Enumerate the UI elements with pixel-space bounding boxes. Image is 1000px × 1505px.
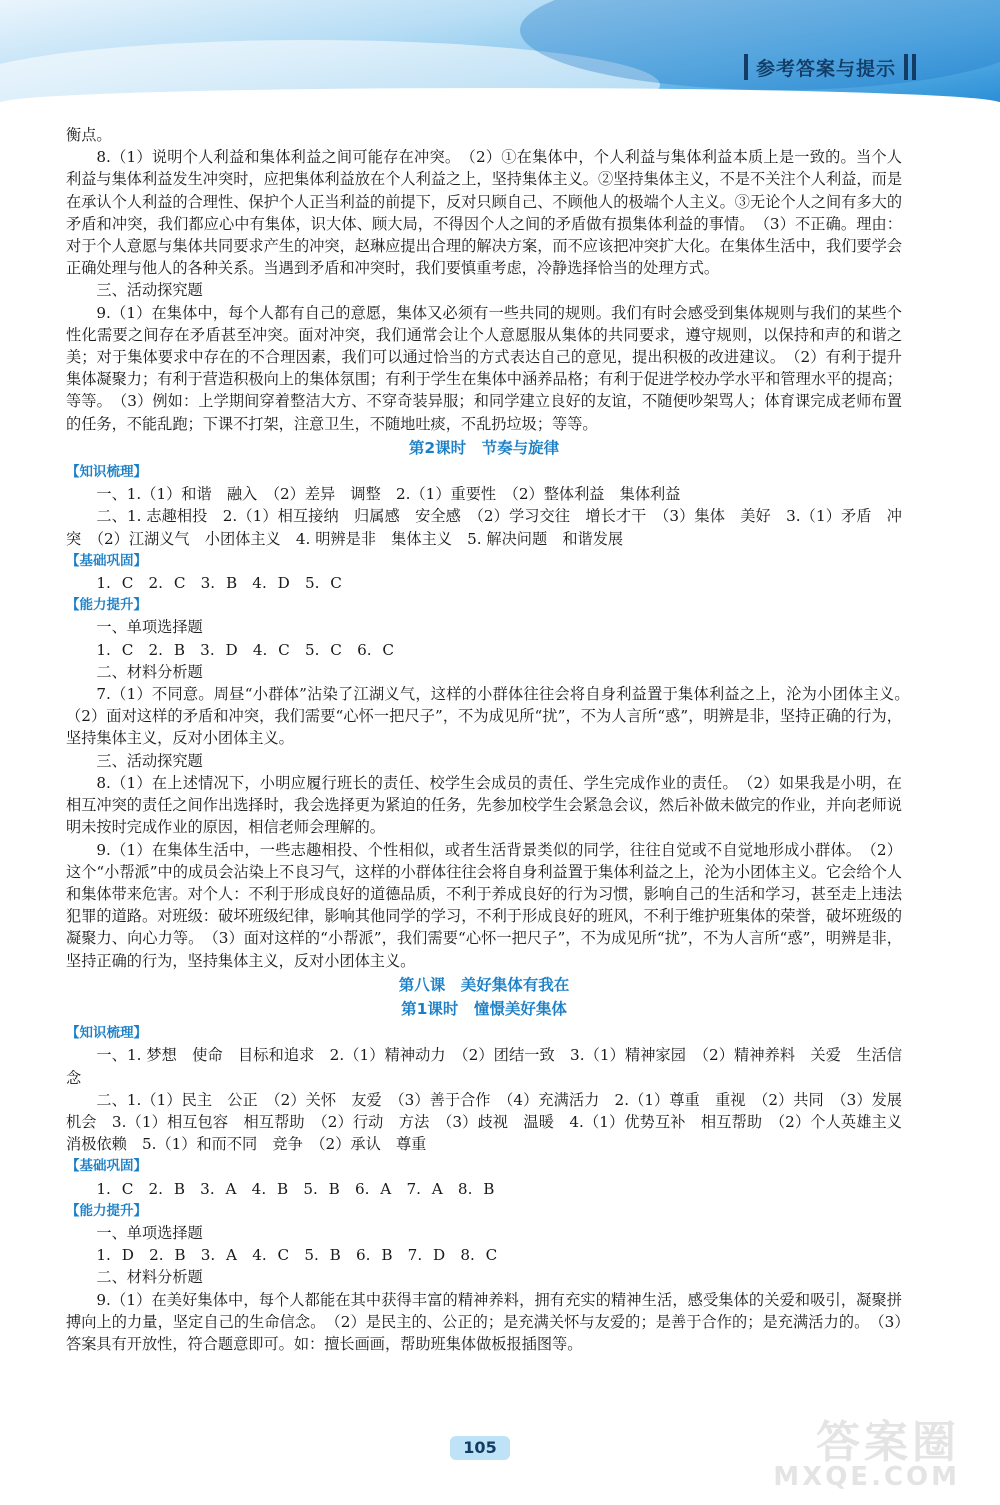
watermark-logo: 答案圈	[816, 1417, 960, 1468]
paragraph: 一、1.（1）和谐 融入 （2）差异 调整 2.（1）重要性 （2）整体利益 集体利益	[96, 485, 681, 504]
section-tag: 【基础巩固】	[66, 552, 147, 569]
answer-content	[66, 124, 918, 1355]
section-tag: 【知识梳理】	[66, 464, 147, 481]
paragraph: 二、1. 志趣相投 2.（1）相互接纳 归属感 安全感 （2）学习交往 增长才干 （3）集体 美好 3.（1）矛盾 冲突 （2）江湖义气 小团体主义 4. 明辨是非 集体主义 5. 解决问题 和谐发展	[66, 507, 902, 548]
section-tag: 【能力提升】	[66, 597, 147, 614]
section-label: 一、单项选择题	[96, 1223, 203, 1242]
paragraph: 7.（1）不同意。周昼“小群体”沾染了江湖义气，这样的小群体往往会将自身利益置于集体利益之上，沦为小团体主义。 （2）面对这样的矛盾和冲突，我们需要“心怀一把尺子”，不为成见所“扰”，不为人言所“惑”，明辨是非，坚持正确的行为，坚持集体主义，反对小团体主义。	[66, 685, 918, 748]
section-tag: 【能力提升】	[66, 1202, 147, 1219]
header-banner	[0, 0, 1000, 102]
chapter-heading: 第八课 美好集体有我在	[398, 975, 570, 994]
paragraph: 8.（1）说明个人利益和集体利益之间可能存在冲突。 （2）①在集体中，个人利益与集体利益本质上是一致的。当个人利益与集体利益发生冲突时，应把集体利益放在个人利益之上，坚持集体主义。②坚持集体主义，不是不关注个人利益，而是在承认个人利益的合理性、保护个人正当利益的前提下，反对只顾自己、不顾他人的极端个人主义。③无论个人之间有多大的矛盾和冲突，我们都应心中有集体，识大体、顾大局，不得因个人之间的矛盾做有损集体利益的事情。 （3）不正确。理由：对于个人意愿与集体共同要求产生的冲突，赵琳应提出合理的解决方案，而不应该把冲突扩大化。在集体生活中，我们要学会正确处理与他人的各种关系。当遇到矛盾和冲突时，我们要慎重考虑，冷静选择恰当的处理方式。	[66, 148, 902, 278]
header-bar-icon	[904, 54, 908, 80]
answer-list: 1. C 2. B 3. D 4. C 5. C 6. C	[96, 640, 395, 659]
lesson-heading: 第1课时 憧憬美好集体	[401, 999, 567, 1018]
section-label: 三、活动探究题	[96, 751, 203, 770]
section-tag: 【基础巩固】	[66, 1158, 147, 1175]
paragraph: 9.（1）在集体生活中，一些志趣相投、个性相似，或者生活背景类似的同学，往往自觉或不自觉地形成小群体。 （2）这个“小帮派”中的成员会沾染上不良习气，这样的小群体往往会将自身利益置于集体利益之上，沦为小团体主义。它会给个人和集体带来危害。对个人：不利于形成良好的道德品质，不利于养成良好的行为习惯，影响自己的生活和学习，甚至走上违法犯罪的道路。对班级：破坏班级纪律，影响其他同学的学习，不利于形成良好的班风，不利于维护班集体的荣誉，破坏班级的凝聚力、向心力等。 （3）面对这样的“小帮派”，我们需要“心怀一把尺子”，不为成见所“扰”，不为人言所“惑”，明辨是非，坚持正确的行为，坚持集体主义，反对小团体主义。	[66, 840, 902, 970]
section-header	[742, 52, 918, 82]
watermark-url: MXQE.COM	[773, 1462, 960, 1492]
answer-list: 1. C 2. B 3. A 4. B 5. B 6. A 7. A 8. B	[96, 1179, 495, 1198]
paragraph: 一、1. 梦想 使命 目标和追求 2.（1）精神动力 （2）团结一致 3.（1）精神家园 （2）精神养料 关爱 生活信念	[66, 1046, 902, 1087]
paragraph: 衡点。	[66, 126, 112, 144]
section-label: 二、材料分析题	[96, 662, 203, 681]
paragraph: 9.（1）在美好集体中，每个人都能在其中获得丰富的精神养料，拥有充实的精神生活，感受集体的关爱和吸引，凝聚拼搏向上的力量，坚定自己的生命信念。 （2）是民主的、公正的；是充满关怀与友爱的；是善于合作的；是充满活力的。 （3）答案具有开放性，符合题意即可。如：擅长画画，帮助班集体做板报插图等。	[66, 1290, 902, 1353]
header-bar-icon	[912, 54, 916, 80]
paragraph: 9.（1）在集体中，每个人都有自己的意愿，集体又必须有一些共同的规则。我们有时会感受到集体规则与我们的某些个性化需要之间存在矛盾甚至冲突。面对冲突，我们通常会让个人意愿服从集体的共同要求，遵守规则，以保持和声的和谐之美；对于集体要求中存在的不合理因素，我们可以通过恰当的方式表达自己的意见，提出积极的改进建议。 （2）有利于提升集体凝聚力；有利于营造积极向上的集体氛围；有利于学生在集体中涵养品格；有利于促进学校办学水平和管理水平的提高；等等。 （3）例如：上学期间穿着整洁大方、不穿奇装异服；和同学建立良好的友谊，不随便吵架骂人；体育课完成老师布置的任务，不能乱跑；下课不打架，注意卫生，不随地吐痰，不乱扔垃圾；等等。	[66, 303, 902, 433]
page-number: 105	[450, 1436, 510, 1460]
answer-list: 1. D 2. B 3. A 4. C 5. B 6. B 7. D 8. C	[96, 1246, 498, 1265]
header-bar-icon	[744, 54, 748, 80]
paragraph: 8.（1）在上述情况下，小明应履行班长的责任、校学生会成员的责任、学生完成作业的责任。 （2）如果我是小明，在相互冲突的责任之间作出选择时，我会选择更为紧迫的任务，先参加校学生会紧急会议，然后补做未做完的作业，并向老师说明未按时完成作业的原因，相信老师会理解的。	[66, 773, 902, 837]
header-title: 参考答案与提示	[755, 57, 896, 80]
answer-list: 1. C 2. C 3. B 4. D 5. C	[96, 574, 342, 593]
section-label: 一、单项选择题	[96, 618, 203, 637]
section-tag: 【知识梳理】	[66, 1025, 147, 1042]
section-label: 二、材料分析题	[96, 1268, 203, 1287]
lesson-heading: 第2课时 节奏与旋律	[408, 438, 560, 457]
paragraph: 二、1.（1）民主 公正 （2）关怀 友爱 （3）善于合作 （4）充满活力 2.（1）尊重 重视 （2）共同 （3）发展机会 3.（1）相互包容 相互帮助 （2）行动 方法 （3）歧视 温暖 4.（1）优势互补 相互帮助 （2）个人英雄主义 消极依赖 5.（1）和而不同 竞争 （2）承认 尊重	[66, 1090, 918, 1154]
section-label: 三、活动探究题	[96, 281, 203, 300]
